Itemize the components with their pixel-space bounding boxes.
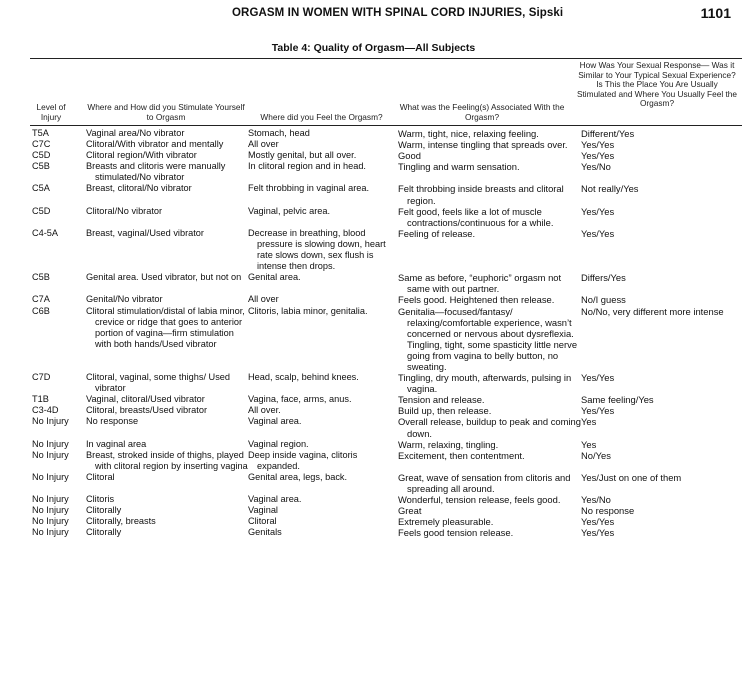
stimulation-cell: Genital area. Used vibrator, but not on	[86, 272, 242, 283]
location-cell: Vagina, face, arms, anus.	[248, 394, 352, 405]
location-cell: Vaginal area.	[248, 494, 302, 505]
table-row	[30, 272, 742, 294]
table-caption: Table 4: Quality of Orgasm—All Subjects	[271, 42, 476, 54]
level-cell: C3-4D	[32, 405, 59, 416]
location-cell: Decrease in breathing, blood pressure is slowing down, heart rate slows down, sex flush is intense then drops.	[248, 227, 386, 272]
feeling-cell: Build up, then release.	[398, 405, 492, 417]
feeling-cell: Genitalia—focused/fantasy/ relaxing/comfortable experience, wasn’t concerned or nervous about dysreflexia. Tingling, tight, some spasticity little nerve going from vagina to belly button, no sweating.	[398, 305, 578, 372]
location-cell: Vaginal, pelvic area.	[248, 205, 331, 216]
location-cell: Genital area.	[248, 272, 301, 283]
level-cell: C5D	[32, 205, 51, 216]
stimulation-cell: Breast, vaginal/Used vibrator	[86, 227, 204, 238]
table-row	[30, 228, 742, 272]
table-header-rule	[30, 125, 742, 126]
page-number: 1101	[700, 5, 731, 21]
table-row	[30, 183, 742, 205]
table-body	[30, 128, 742, 538]
stimulation-cell: Clitorally	[86, 505, 122, 516]
table-row	[30, 527, 742, 538]
similarity-cell: Yes/Yes	[581, 516, 615, 528]
feeling-cell: Feels good tension release.	[398, 527, 514, 539]
level-cell: No Injury	[32, 494, 69, 505]
column-header-similarity: How Was Your Sexual Response— Was it Similar to Your Typical Sexual Experience? Is This the Place You Are Usually Stimulated and Where You Usually Feel the Orgasm?	[576, 60, 738, 109]
page-header	[0, 7, 747, 23]
similarity-cell: Yes/Yes	[581, 227, 615, 239]
location-cell: Deep inside vagina, clitoris expanded.	[248, 449, 358, 471]
feeling-cell: Overall release, buildup to peak and coming down.	[398, 416, 581, 439]
table-row	[30, 494, 742, 505]
stimulation-cell: No response	[86, 416, 139, 427]
level-cell: C5A	[32, 183, 50, 194]
similarity-cell: Yes/Yes	[581, 372, 615, 384]
feeling-cell: Great	[398, 505, 422, 517]
level-cell: C7D	[32, 372, 51, 383]
stimulation-cell: Clitorally, breasts	[86, 516, 156, 527]
location-cell: Head, scalp, behind knees.	[248, 372, 359, 383]
stimulation-cell: Clitoral, vaginal, some thighs/ Used vibrator	[86, 372, 231, 394]
table-row	[30, 294, 742, 305]
feeling-cell: Extremely pleasurable.	[398, 516, 494, 528]
feeling-cell: Good	[398, 150, 421, 162]
location-cell: All over	[248, 139, 279, 150]
similarity-cell: Yes	[581, 416, 597, 428]
similarity-cell: No/Yes	[581, 449, 611, 461]
location-cell: Clitoral	[248, 516, 277, 527]
feeling-cell: Warm, tight, nice, relaxing feeling.	[398, 128, 539, 139]
table-row	[30, 472, 742, 494]
table-row	[30, 306, 742, 373]
similarity-cell: No/I guess	[581, 294, 626, 306]
level-cell: No Injury	[32, 516, 69, 527]
level-cell: C6B	[32, 305, 50, 316]
stimulation-cell: Clitoral/No vibrator	[86, 205, 163, 216]
feeling-cell: Tension and release.	[398, 394, 485, 406]
location-cell: In clitoral region and in head.	[248, 161, 366, 172]
similarity-cell: No/No, very different more intense	[581, 305, 724, 317]
level-cell: C4-5A	[32, 227, 59, 238]
location-cell: Vaginal area.	[248, 416, 302, 427]
similarity-cell: Differs/Yes	[581, 272, 626, 284]
feeling-cell: Same as before, “euphoric” orgasm not same with out partner.	[398, 272, 562, 295]
table-row	[30, 372, 742, 394]
similarity-cell: Yes/No	[581, 161, 611, 173]
feeling-cell: Felt good, feels like a lot of muscle contractions/continuous for a while.	[398, 205, 554, 228]
stimulation-cell: Clitoral stimulation/distal of labia minor, crevice or ridge that goes to anterior portion of vagina—firm stimulation with both hands/Used vibrator	[86, 305, 245, 349]
feeling-cell: Warm, intense tingling that spreads over.	[398, 139, 568, 151]
level-cell: C7A	[32, 294, 50, 305]
similarity-cell: Yes/Yes	[581, 527, 615, 539]
level-cell: C5D	[32, 150, 51, 161]
location-cell: Genitals	[248, 527, 282, 538]
similarity-cell: Yes/Yes	[581, 205, 615, 217]
level-cell: C7C	[32, 139, 51, 150]
stimulation-cell: Clitoral region/With vibrator	[86, 150, 197, 161]
level-cell: T5A	[32, 128, 49, 138]
level-cell: No Injury	[32, 438, 69, 449]
column-header-level: Level of Injury	[36, 102, 66, 122]
level-cell: No Injury	[32, 527, 69, 538]
similarity-cell: No response	[581, 505, 635, 517]
feeling-cell: Excitement, then contentment.	[398, 449, 525, 461]
location-cell: Genital area, legs, back.	[248, 471, 348, 482]
stimulation-cell: Breasts and clitoris were manually stimulated/No vibrator	[86, 161, 226, 183]
location-cell: All over.	[248, 405, 281, 416]
column-header-feelings: What was the Feeling(s) Associated With the Orgasm?	[399, 102, 565, 122]
feeling-cell: Wonderful, tension release, feels good.	[398, 494, 561, 506]
feeling-cell: Feels good. Heightened then release.	[398, 294, 555, 306]
stimulation-cell: Clitoral, breasts/Used vibrator	[86, 405, 208, 416]
table-row	[30, 516, 742, 527]
location-cell: Stomach, head	[248, 128, 310, 138]
similarity-cell: Yes/No	[581, 494, 611, 506]
column-header-stimulation: Where and How did you Stimulate Yourself to Orgasm	[87, 102, 245, 122]
level-cell: No Injury	[32, 471, 69, 482]
stimulation-cell: In vaginal area	[86, 438, 147, 449]
table-row	[30, 439, 742, 450]
location-cell: Vaginal region.	[248, 438, 309, 449]
feeling-cell: Tingling, dry mouth, afterwards, pulsing in vagina.	[398, 372, 572, 395]
stimulation-cell: Clitoris	[86, 494, 115, 505]
level-cell: T1B	[32, 394, 49, 405]
similarity-cell: Same feeling/Yes	[581, 394, 654, 406]
feeling-cell: Tingling and warm sensation.	[398, 161, 520, 173]
location-cell: All over	[248, 294, 279, 305]
level-cell: C5B	[32, 272, 50, 283]
feeling-cell: Great, wave of sensation from clitoris and spreading all around.	[398, 471, 571, 494]
feeling-cell: Felt throbbing inside breasts and clitoral region.	[398, 183, 564, 206]
similarity-cell: Yes/Yes	[581, 405, 615, 417]
similarity-cell: Yes/Yes	[581, 150, 615, 162]
stimulation-cell: Clitoral	[86, 471, 115, 482]
similarity-cell: Yes/Just on one of them	[581, 471, 682, 483]
table-row	[30, 206, 742, 228]
feeling-cell: Feeling of release.	[398, 227, 476, 239]
table-row	[30, 394, 742, 405]
level-cell: No Injury	[32, 416, 69, 427]
running-title: ORGASM IN WOMEN WITH SPINAL CORD INJURIES, Sipski	[232, 7, 564, 19]
stimulation-cell: Vaginal area/No vibrator	[86, 128, 185, 138]
level-cell: No Injury	[32, 449, 69, 460]
feeling-cell: Warm, relaxing, tingling.	[398, 438, 499, 450]
level-cell: C5B	[32, 161, 50, 172]
location-cell: Felt throbbing in vaginal area.	[248, 183, 370, 194]
table-row	[30, 505, 742, 516]
table-row	[30, 416, 742, 438]
level-cell: No Injury	[32, 505, 69, 516]
similarity-cell: Not really/Yes	[581, 183, 639, 195]
stimulation-cell: Clitorally	[86, 527, 122, 538]
quality-of-orgasm-table	[30, 128, 742, 538]
similarity-cell: Different/Yes	[581, 128, 635, 139]
column-header-location: Where did you Feel the Orgasm?	[260, 112, 383, 122]
stimulation-cell: Breast, stroked inside of thighs, played with clitoral region by inserting vagina	[86, 449, 248, 471]
location-cell: Mostly genital, but all over.	[248, 150, 357, 161]
table-row	[30, 150, 742, 161]
location-cell: Vaginal	[248, 505, 278, 516]
table-row	[30, 405, 742, 416]
table-row	[30, 450, 742, 472]
stimulation-cell: Genital/No vibrator	[86, 294, 163, 305]
table-row	[30, 161, 742, 183]
table-top-rule	[30, 58, 742, 59]
table-row	[30, 128, 742, 139]
stimulation-cell: Vaginal, clitoral/Used vibrator	[86, 394, 205, 405]
stimulation-cell: Clitoral/With vibrator and mentally	[86, 139, 224, 150]
similarity-cell: Yes/Yes	[581, 139, 615, 151]
stimulation-cell: Breast, clitoral/No vibrator	[86, 183, 192, 194]
similarity-cell: Yes	[581, 438, 597, 450]
table-row	[30, 139, 742, 150]
location-cell: Clitoris, labia minor, genitalia.	[248, 305, 368, 316]
